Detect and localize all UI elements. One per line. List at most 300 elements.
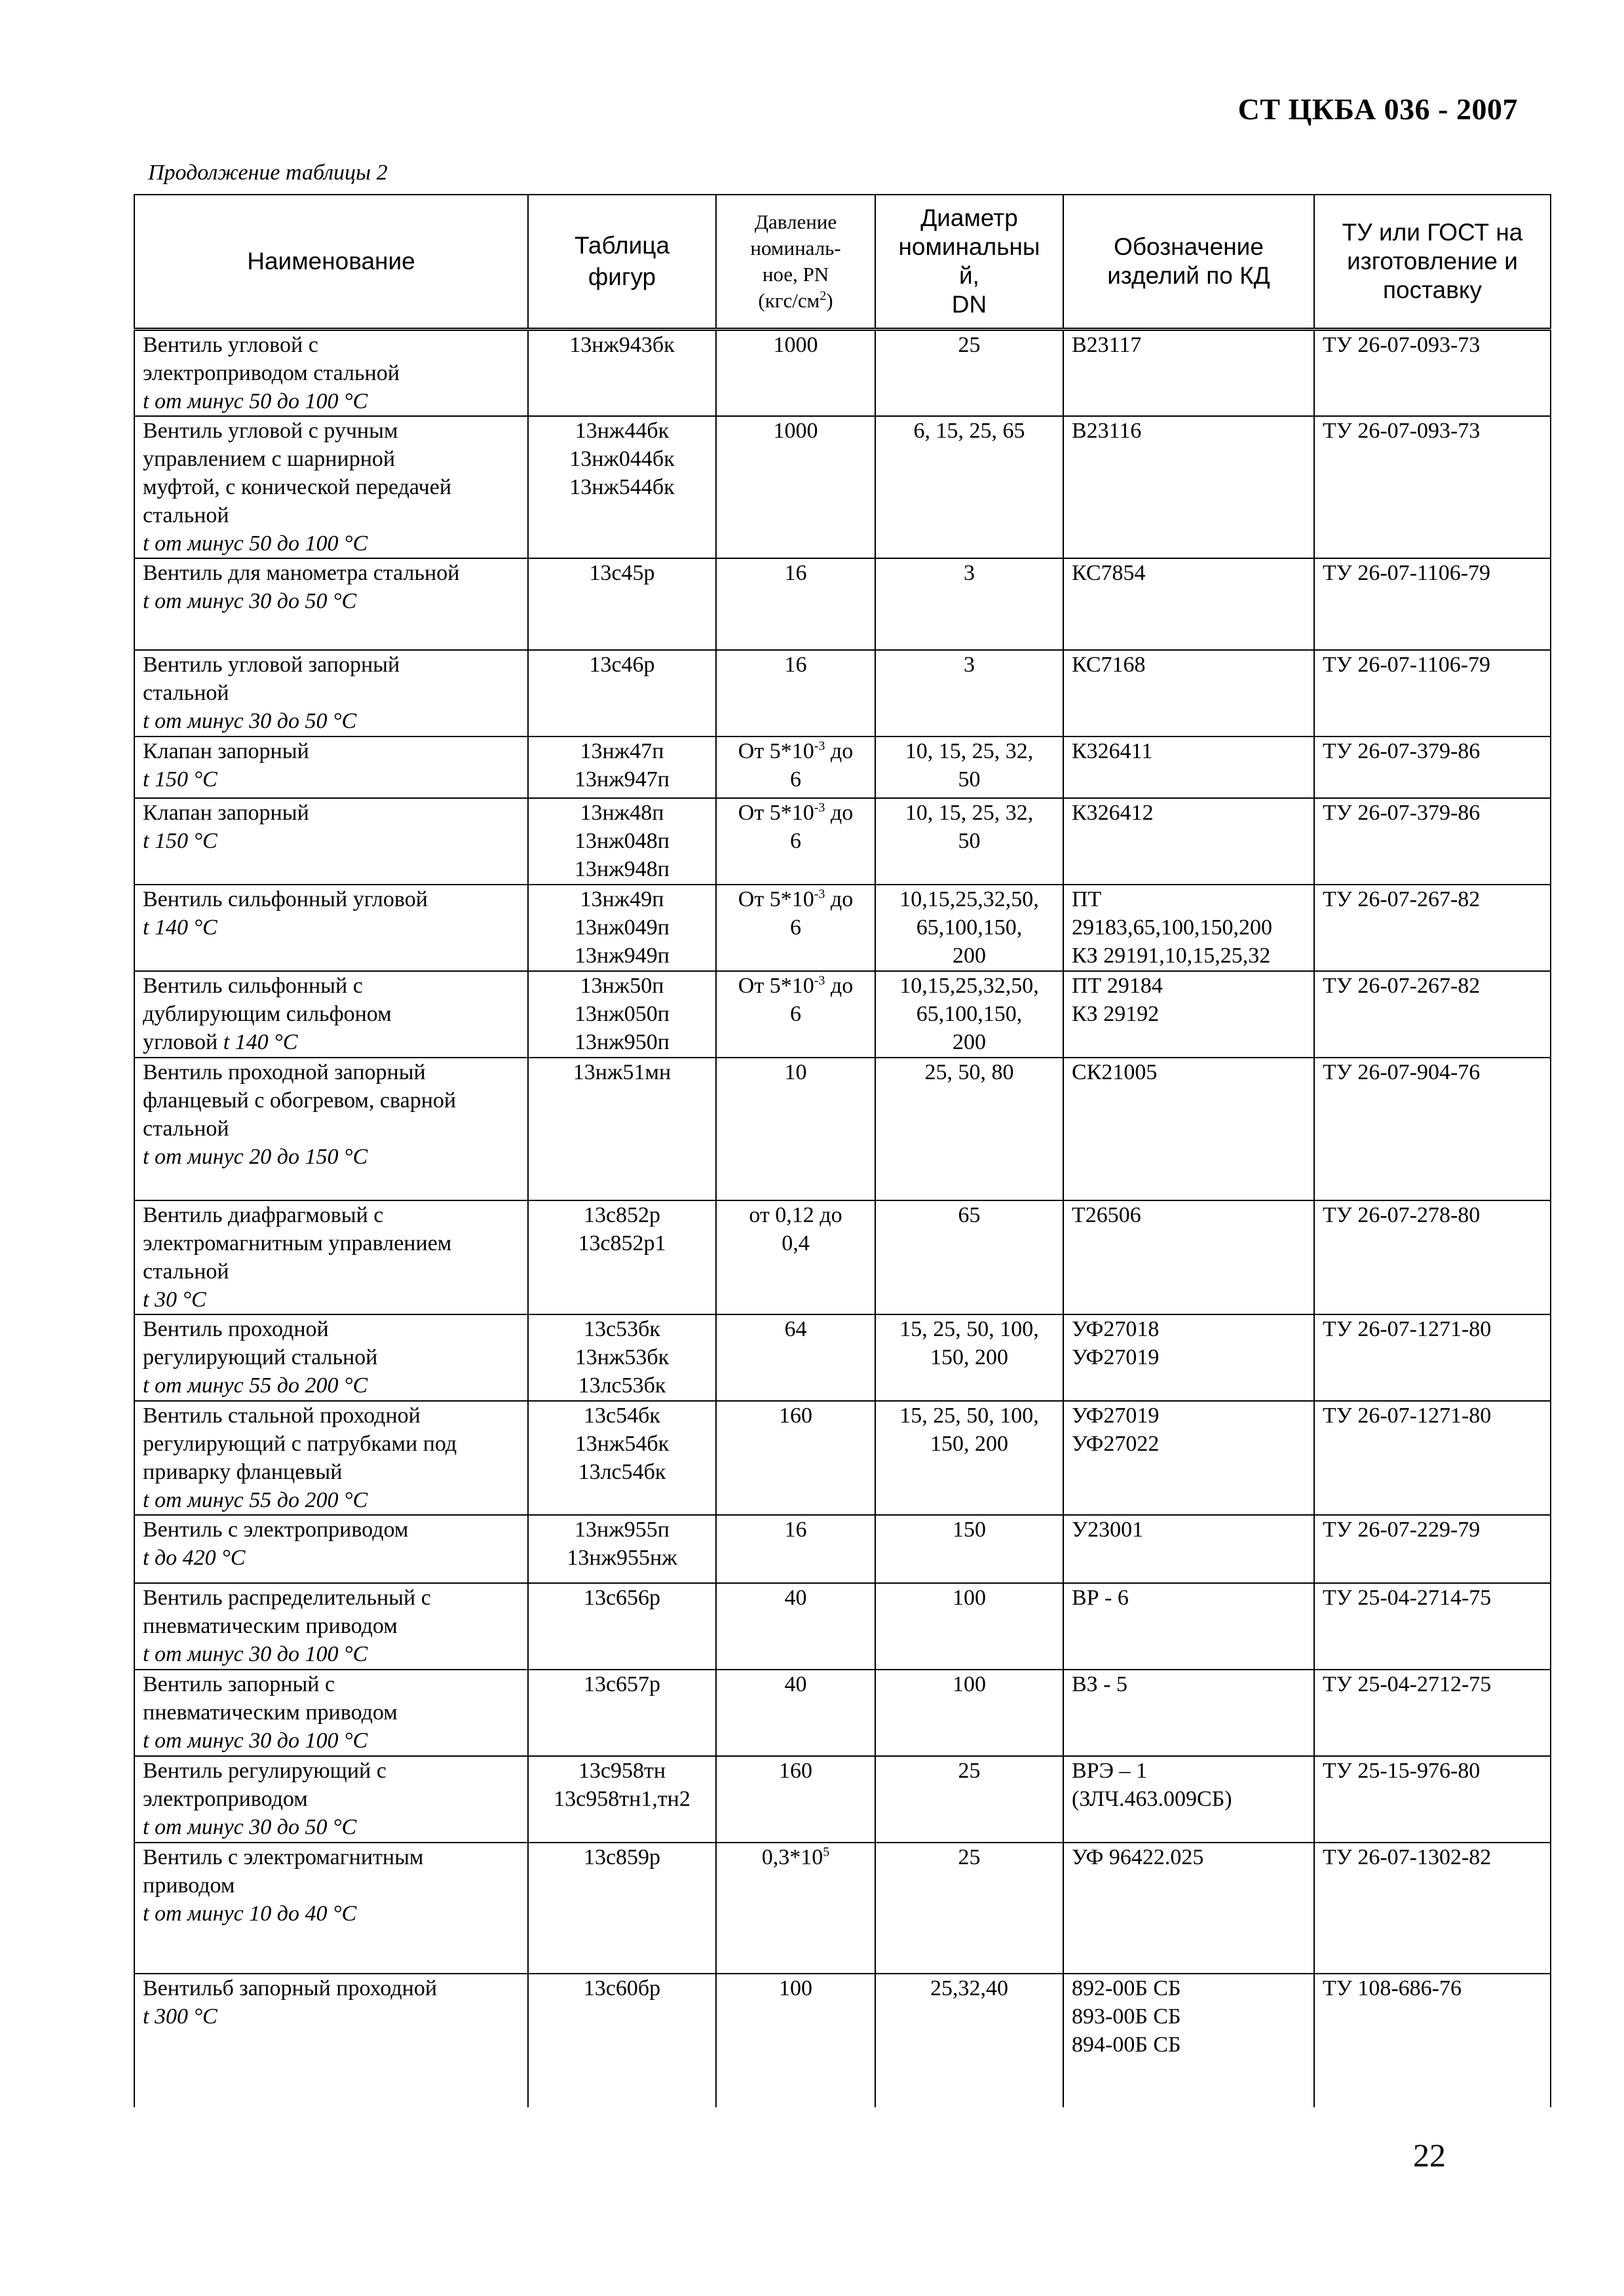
pressure-line: 16	[784, 561, 807, 585]
cell-name	[134, 1843, 528, 1974]
pressure-line: 16	[784, 653, 807, 677]
figure-code: 13с958тн	[578, 1759, 666, 1783]
designation-line: УФ27019	[1072, 1404, 1160, 1428]
cell-pressure	[716, 558, 875, 650]
name-line: стальной	[143, 503, 229, 527]
designation-line: КС7168	[1072, 653, 1146, 677]
table-row	[134, 971, 1551, 1058]
name-line: стальной	[143, 1117, 229, 1141]
designation-line: К326411	[1072, 739, 1153, 763]
temperature-range: t 150 °С	[143, 767, 217, 792]
cell-standard: ТУ 25-15-976-80	[1314, 1756, 1551, 1843]
pressure-exponent: -3	[814, 887, 825, 902]
col-header-diameter: Диаметр номинальны й, DN	[875, 195, 1063, 330]
cell-diameter	[875, 1515, 1063, 1583]
table-row	[134, 885, 1551, 971]
cell-diameter	[875, 737, 1063, 798]
cell-designation	[1063, 330, 1314, 417]
figure-code: 13нж54бк	[575, 1432, 670, 1456]
pressure-line: 40	[784, 1586, 807, 1610]
figure-code: 13нж048п	[575, 829, 670, 853]
cell-designation	[1063, 971, 1314, 1058]
name-line: Вентиль для манометра стальной	[143, 561, 460, 585]
name-line: Клапан запорный	[143, 739, 309, 763]
temperature-range: t от минус 55 до 200 °С	[143, 1373, 368, 1398]
temperature-range: t 300 °С	[143, 2004, 217, 2029]
cell-designation	[1063, 1058, 1314, 1200]
pressure-line: 6	[790, 829, 801, 853]
figure-code: 13с53бк	[584, 1317, 660, 1341]
name-line: стальной	[143, 681, 229, 705]
pressure-prefix: От 5*10	[738, 887, 814, 911]
name-line: Вентиль сильфонный угловой	[143, 887, 428, 911]
pressure-line: 6	[790, 915, 801, 940]
designation-line: УФ 96422.025	[1072, 1845, 1204, 1869]
figure-code: 13нж955п	[575, 1518, 670, 1542]
pressure-suffix: до	[825, 887, 854, 911]
pressure-line: 0,4	[782, 1231, 810, 1255]
cell-name	[134, 1314, 528, 1401]
name-line: стальной	[143, 1259, 229, 1284]
cell-diameter	[875, 1200, 1063, 1314]
figure-code: 13нж50п	[580, 974, 664, 998]
cell-diameter	[875, 1058, 1063, 1200]
pressure-line: 16	[784, 1518, 807, 1542]
cell-figure	[528, 1974, 716, 2107]
diameter-line: 150	[953, 1518, 986, 1542]
cell-pressure	[716, 1200, 875, 1314]
cell-standard: ТУ 26-07-093-73	[1314, 330, 1551, 417]
cell-designation	[1063, 1843, 1314, 1974]
table-row	[134, 1843, 1551, 1974]
temperature-range: t 30 °С	[143, 1288, 206, 1312]
cell-figure	[528, 650, 716, 737]
cell-name	[134, 1670, 528, 1756]
cell-pressure	[716, 1314, 875, 1401]
pressure-suffix: до	[825, 801, 854, 825]
cell-designation	[1063, 737, 1314, 798]
temperature-range: t от минус 30 до 100 °С	[143, 1729, 368, 1753]
temperature-range: t 140 °С	[223, 1030, 298, 1054]
name-line: электроприводом стальной	[143, 361, 400, 385]
col-header-standard: ТУ или ГОСТ на изготовление и поставку	[1314, 195, 1551, 330]
valves-table	[134, 194, 1551, 2107]
cell-designation	[1063, 1583, 1314, 1670]
figure-code: 13с859р	[583, 1845, 661, 1869]
cell-figure	[528, 798, 716, 885]
diameter-line: 10,15,25,32,50,	[899, 974, 1039, 998]
name-line: Клапан запорный	[143, 801, 309, 825]
cell-standard: ТУ 26-07-1271-80	[1314, 1401, 1551, 1515]
col-header-designation: Обозначение изделий по КД	[1063, 195, 1314, 330]
cell-pressure	[716, 1401, 875, 1515]
temperature-range: t от минус 30 до 50 °С	[143, 1815, 357, 1839]
cell-name	[134, 1515, 528, 1583]
cell-figure	[528, 1583, 716, 1670]
name-line: электроприводом	[143, 1787, 308, 1811]
table-row	[134, 1515, 1551, 1583]
pressure-prefix: От 5*10	[738, 739, 814, 763]
temperature-range: t от минус 50 до 100 °С	[143, 389, 368, 413]
figure-code: 13с958тн1,тн2	[554, 1787, 690, 1811]
figure-code: 13нж949п	[575, 944, 670, 968]
cell-figure	[528, 885, 716, 971]
figure-code: 13нж47п	[580, 739, 664, 763]
cell-pressure	[716, 416, 875, 558]
diameter-line: 200	[953, 1030, 986, 1054]
designation-line: ВЗ - 5	[1072, 1672, 1128, 1696]
name-line: Вентиль проходной	[143, 1317, 329, 1341]
name-line: приводом	[143, 1873, 235, 1898]
diameter-line: 50	[958, 767, 981, 792]
pressure-exponent: 5	[823, 1845, 830, 1860]
cell-standard: ТУ 26-07-267-82	[1314, 885, 1551, 971]
cell-pressure	[716, 1843, 875, 1974]
cell-pressure	[716, 885, 875, 971]
diameter-line: 200	[953, 944, 986, 968]
cell-standard: ТУ 108-686-76	[1314, 1974, 1551, 2107]
pressure-prefix: 0,3*10	[761, 1845, 823, 1869]
cell-designation	[1063, 1974, 1314, 2107]
pressure-line: 1000	[773, 419, 818, 443]
designation-line: УФ27018	[1072, 1317, 1160, 1341]
name-line: регулирующий стальной	[143, 1345, 378, 1369]
col-header-pressure: Давление номиналь- ное, PN $(кгс/см^2)$	[716, 195, 875, 330]
cell-figure	[528, 558, 716, 650]
table-row	[134, 1058, 1551, 1200]
pressure-line: 6	[790, 1002, 801, 1026]
cell-name	[134, 558, 528, 650]
diameter-line: 6, 15, 25, 65	[913, 419, 1025, 443]
pressure-prefix: От 5*10	[738, 974, 814, 998]
cell-designation	[1063, 1401, 1314, 1515]
diameter-line: 100	[953, 1586, 986, 1610]
cell-diameter	[875, 330, 1063, 417]
table-body	[134, 330, 1551, 2108]
cell-diameter	[875, 558, 1063, 650]
table-row	[134, 330, 1551, 417]
cell-name	[134, 885, 528, 971]
diameter-line: 25	[958, 1759, 981, 1783]
figure-code: 13лс53бк	[578, 1373, 666, 1398]
pressure-line: 1000	[773, 333, 818, 357]
table-row	[134, 737, 1551, 798]
table-header-row	[134, 195, 1551, 330]
pressure-line	[725, 1843, 867, 1871]
temperature-range: t от минус 30 до 50 °С	[143, 589, 357, 613]
table-row	[134, 1670, 1551, 1756]
cell-figure	[528, 1756, 716, 1843]
cell-designation	[1063, 1670, 1314, 1756]
cell-designation	[1063, 1200, 1314, 1314]
diameter-line: 10, 15, 25, 32,	[905, 801, 1034, 825]
name-line: Вентиль стальной проходной	[143, 1404, 421, 1428]
designation-line: УФ27022	[1072, 1432, 1160, 1456]
temperature-range: t до 420 °С	[143, 1546, 246, 1570]
designation-line: КЗ 29192	[1072, 1002, 1160, 1026]
col-header-name: Наименование	[134, 195, 528, 330]
cell-name	[134, 416, 528, 558]
table-row	[134, 650, 1551, 737]
cell-diameter	[875, 885, 1063, 971]
figure-code: 13нж950п	[575, 1030, 670, 1054]
designation-line: 892-00Б СБ	[1072, 1976, 1181, 2000]
table-row	[134, 558, 1551, 650]
cell-diameter	[875, 971, 1063, 1058]
diameter-line: 15, 25, 50, 100,	[899, 1317, 1039, 1341]
name-line: Вентиль сильфонный с	[143, 974, 363, 998]
cell-diameter	[875, 650, 1063, 737]
temperature-range: t 140 °С	[143, 915, 217, 940]
cell-standard: ТУ 25-04-2714-75	[1314, 1583, 1551, 1670]
cell-designation	[1063, 1314, 1314, 1401]
cell-pressure	[716, 737, 875, 798]
cell-figure	[528, 1670, 716, 1756]
pressure-line: 10	[784, 1060, 807, 1084]
diameter-line: 3	[964, 653, 975, 677]
designation-line: В23117	[1072, 333, 1142, 357]
pressure-line: 160	[779, 1759, 812, 1783]
pressure-line: 160	[779, 1404, 812, 1428]
pressure-exponent: -3	[814, 973, 825, 988]
temperature-range: t 150 °С	[143, 829, 217, 853]
cell-diameter	[875, 1843, 1063, 1974]
pressure-line: 64	[784, 1317, 807, 1341]
name-line: пневматическим приводом	[143, 1700, 398, 1725]
pressure-exponent: -3	[814, 800, 825, 815]
cell-standard: ТУ 26-07-379-86	[1314, 798, 1551, 885]
table-row	[134, 416, 1551, 558]
name-line: Вентиль диафрагмовый с	[143, 1203, 384, 1227]
diameter-line: 15, 25, 50, 100,	[899, 1404, 1039, 1428]
cell-figure	[528, 1843, 716, 1974]
pressure-line: 100	[779, 1976, 812, 2000]
name-line: Вентиль с электромагнитным	[143, 1845, 424, 1869]
cell-figure	[528, 1401, 716, 1515]
cell-figure	[528, 1200, 716, 1314]
table-row	[134, 1583, 1551, 1670]
designation-line: 893-00Б СБ	[1072, 2004, 1181, 2029]
name-line	[143, 1028, 519, 1056]
cell-name	[134, 1200, 528, 1314]
name-line: Вентиль угловой с	[143, 333, 318, 357]
figure-code: 13нж53бк	[575, 1345, 670, 1369]
designation-line: В23116	[1072, 419, 1142, 443]
designation-line: (ЗЛЧ.463.009СБ)	[1072, 1787, 1232, 1811]
cell-figure	[528, 1058, 716, 1200]
figure-code: 13с852р1	[578, 1231, 666, 1255]
figure-code: 13нж050п	[575, 1002, 670, 1026]
cell-name	[134, 650, 528, 737]
temperature-range: t от минус 55 до 200 °С	[143, 1488, 368, 1512]
figure-code: 13нж49п	[580, 887, 664, 911]
name-line: Вентиль распределительный с	[143, 1586, 431, 1610]
designation-line: 894-00Б СБ	[1072, 2033, 1181, 2057]
pressure-exponent: -3	[814, 738, 825, 754]
pressure-line	[725, 737, 867, 765]
name-line: Вентиль угловой запорный	[143, 653, 400, 677]
cell-standard: ТУ 26-07-229-79	[1314, 1515, 1551, 1583]
cell-pressure	[716, 798, 875, 885]
cell-diameter	[875, 1583, 1063, 1670]
cell-diameter	[875, 798, 1063, 885]
designation-line: Т26506	[1072, 1203, 1141, 1227]
name-line: регулирующий с патрубками под	[143, 1432, 457, 1456]
cell-figure	[528, 737, 716, 798]
diameter-line: 100	[953, 1672, 986, 1696]
cell-pressure	[716, 650, 875, 737]
pressure-suffix: до	[825, 974, 854, 998]
name-line: фланцевый с обогревом, сварной	[143, 1088, 457, 1113]
table-row	[134, 1401, 1551, 1515]
cell-pressure	[716, 1974, 875, 2107]
diameter-line: 150, 200	[930, 1345, 1008, 1369]
figure-code: 13нж51мн	[573, 1060, 671, 1084]
cell-figure	[528, 971, 716, 1058]
designation-line: КЗ 29191,10,15,25,32	[1072, 944, 1271, 968]
name-line: управлением с шарнирной	[143, 447, 396, 471]
cell-pressure	[716, 1670, 875, 1756]
designation-line: ПТ	[1072, 887, 1102, 911]
cell-pressure	[716, 1756, 875, 1843]
cell-pressure	[716, 1515, 875, 1583]
cell-figure	[528, 1314, 716, 1401]
designation-line: 29183,65,100,150,200	[1072, 915, 1272, 940]
temperature-range: t от минус 50 до 100 °С	[143, 531, 368, 556]
table-row	[134, 1974, 1551, 2107]
table-row	[134, 1756, 1551, 1843]
figure-code: 13нж948п	[575, 857, 670, 881]
diameter-line: 10, 15, 25, 32,	[905, 739, 1034, 763]
figure-code: 13с852р	[583, 1203, 661, 1227]
cell-pressure	[716, 1058, 875, 1200]
cell-standard: ТУ 26-07-379-86	[1314, 737, 1551, 798]
cell-name	[134, 1401, 528, 1515]
name-line: Вентиль с электроприводом	[143, 1518, 409, 1542]
pressure-line: 6	[790, 767, 801, 792]
pressure-line: 40	[784, 1672, 807, 1696]
designation-line: ВР - 6	[1072, 1586, 1129, 1610]
cell-designation	[1063, 416, 1314, 558]
table-caption: Продолжение таблицы 2	[148, 161, 388, 185]
name-line: Вентиль регулирующий с	[143, 1759, 387, 1783]
pressure-suffix: до	[825, 739, 854, 763]
cell-diameter	[875, 1756, 1063, 1843]
cell-standard: ТУ 26-07-1106-79	[1314, 650, 1551, 737]
cell-designation	[1063, 558, 1314, 650]
temperature-range: t от минус 30 до 100 °С	[143, 1642, 368, 1666]
diameter-line: 65	[958, 1203, 981, 1227]
cell-designation	[1063, 1756, 1314, 1843]
designation-line: УФ27019	[1072, 1345, 1160, 1369]
designation-line: У23001	[1072, 1518, 1144, 1542]
figure-code: 13с656р	[583, 1586, 661, 1610]
name-line: приварку фланцевый	[143, 1460, 343, 1484]
cell-name	[134, 1974, 528, 2107]
figure-code: 13с46р	[589, 653, 655, 677]
cell-name	[134, 971, 528, 1058]
pressure-line: от 0,12 до	[749, 1203, 842, 1227]
cell-standard: ТУ 26-07-267-82	[1314, 971, 1551, 1058]
cell-pressure	[716, 330, 875, 417]
designation-line: ВРЭ – 1	[1072, 1759, 1148, 1783]
figure-code: 13с60бр	[583, 1976, 661, 2000]
cell-standard: ТУ 25-04-2712-75	[1314, 1670, 1551, 1756]
diameter-line: 65,100,150,	[916, 1002, 1023, 1026]
pressure-line	[725, 885, 867, 913]
figure-code: 13нж44бк	[575, 419, 670, 443]
figure-code: 13нж544бк	[569, 475, 675, 499]
cell-standard: ТУ 26-07-1271-80	[1314, 1314, 1551, 1401]
figure-code: 13нж48п	[580, 801, 664, 825]
diameter-line: 150, 200	[930, 1432, 1008, 1456]
diameter-line: 25	[958, 1845, 981, 1869]
cell-diameter	[875, 1670, 1063, 1756]
cell-diameter	[875, 416, 1063, 558]
figure-code: 13нж955нж	[567, 1546, 677, 1570]
pressure-prefix: От 5*10	[738, 801, 814, 825]
cell-standard: ТУ 26-07-1302-82	[1314, 1843, 1551, 1974]
cell-figure	[528, 330, 716, 417]
cell-pressure	[716, 1583, 875, 1670]
name-line: электромагнитным управлением	[143, 1231, 452, 1255]
cell-name	[134, 1583, 528, 1670]
cell-standard: ТУ 26-07-093-73	[1314, 416, 1551, 558]
diameter-line: 3	[964, 561, 975, 585]
diameter-line: 25	[958, 333, 981, 357]
cell-figure	[528, 1515, 716, 1583]
figure-code: 13с657р	[583, 1672, 661, 1696]
diameter-line: 10,15,25,32,50,	[899, 887, 1039, 911]
designation-line: К326412	[1072, 801, 1154, 825]
cell-designation	[1063, 798, 1314, 885]
cell-standard: ТУ 26-07-278-80	[1314, 1200, 1551, 1314]
name-line: Вентильб запорный проходной	[143, 1976, 438, 2000]
figure-code: 13нж947п	[575, 767, 670, 792]
cell-designation	[1063, 885, 1314, 971]
cell-name	[134, 1058, 528, 1200]
cell-name	[134, 737, 528, 798]
table-row	[134, 798, 1551, 885]
col-header-figure: Таблица фигур	[528, 195, 716, 330]
pressure-line	[725, 972, 867, 1000]
cell-standard: ТУ 26-07-1106-79	[1314, 558, 1551, 650]
name-line: муфтой, с конической передачей	[143, 475, 452, 499]
cell-designation	[1063, 650, 1314, 737]
cell-diameter	[875, 1314, 1063, 1401]
cell-designation	[1063, 1515, 1314, 1583]
figure-code: 13с54бк	[584, 1404, 660, 1428]
cell-standard: ТУ 26-07-904-76	[1314, 1058, 1551, 1200]
document-code: СТ ЦКБА 036 - 2007	[1237, 92, 1518, 126]
cell-pressure	[716, 971, 875, 1058]
figure-code: 13нж049п	[575, 915, 670, 940]
page-number: 22	[1413, 2137, 1446, 2173]
table-row	[134, 1200, 1551, 1314]
figure-code: 13лс54бк	[578, 1460, 666, 1484]
name-line: Вентиль запорный с	[143, 1672, 335, 1696]
temperature-range: t от минус 10 до 40 °С	[143, 1902, 357, 1926]
figure-code: 13нж943бк	[569, 333, 675, 357]
cell-name	[134, 330, 528, 417]
diameter-line: 65,100,150,	[916, 915, 1023, 940]
name-line: пневматическим приводом	[143, 1614, 398, 1638]
diameter-line: 25, 50, 80	[924, 1060, 1014, 1084]
cell-diameter	[875, 1974, 1063, 2107]
designation-line: СК21005	[1072, 1060, 1158, 1084]
name-line: дублирующим сильфоном	[143, 1002, 392, 1026]
diameter-line: 50	[958, 829, 981, 853]
